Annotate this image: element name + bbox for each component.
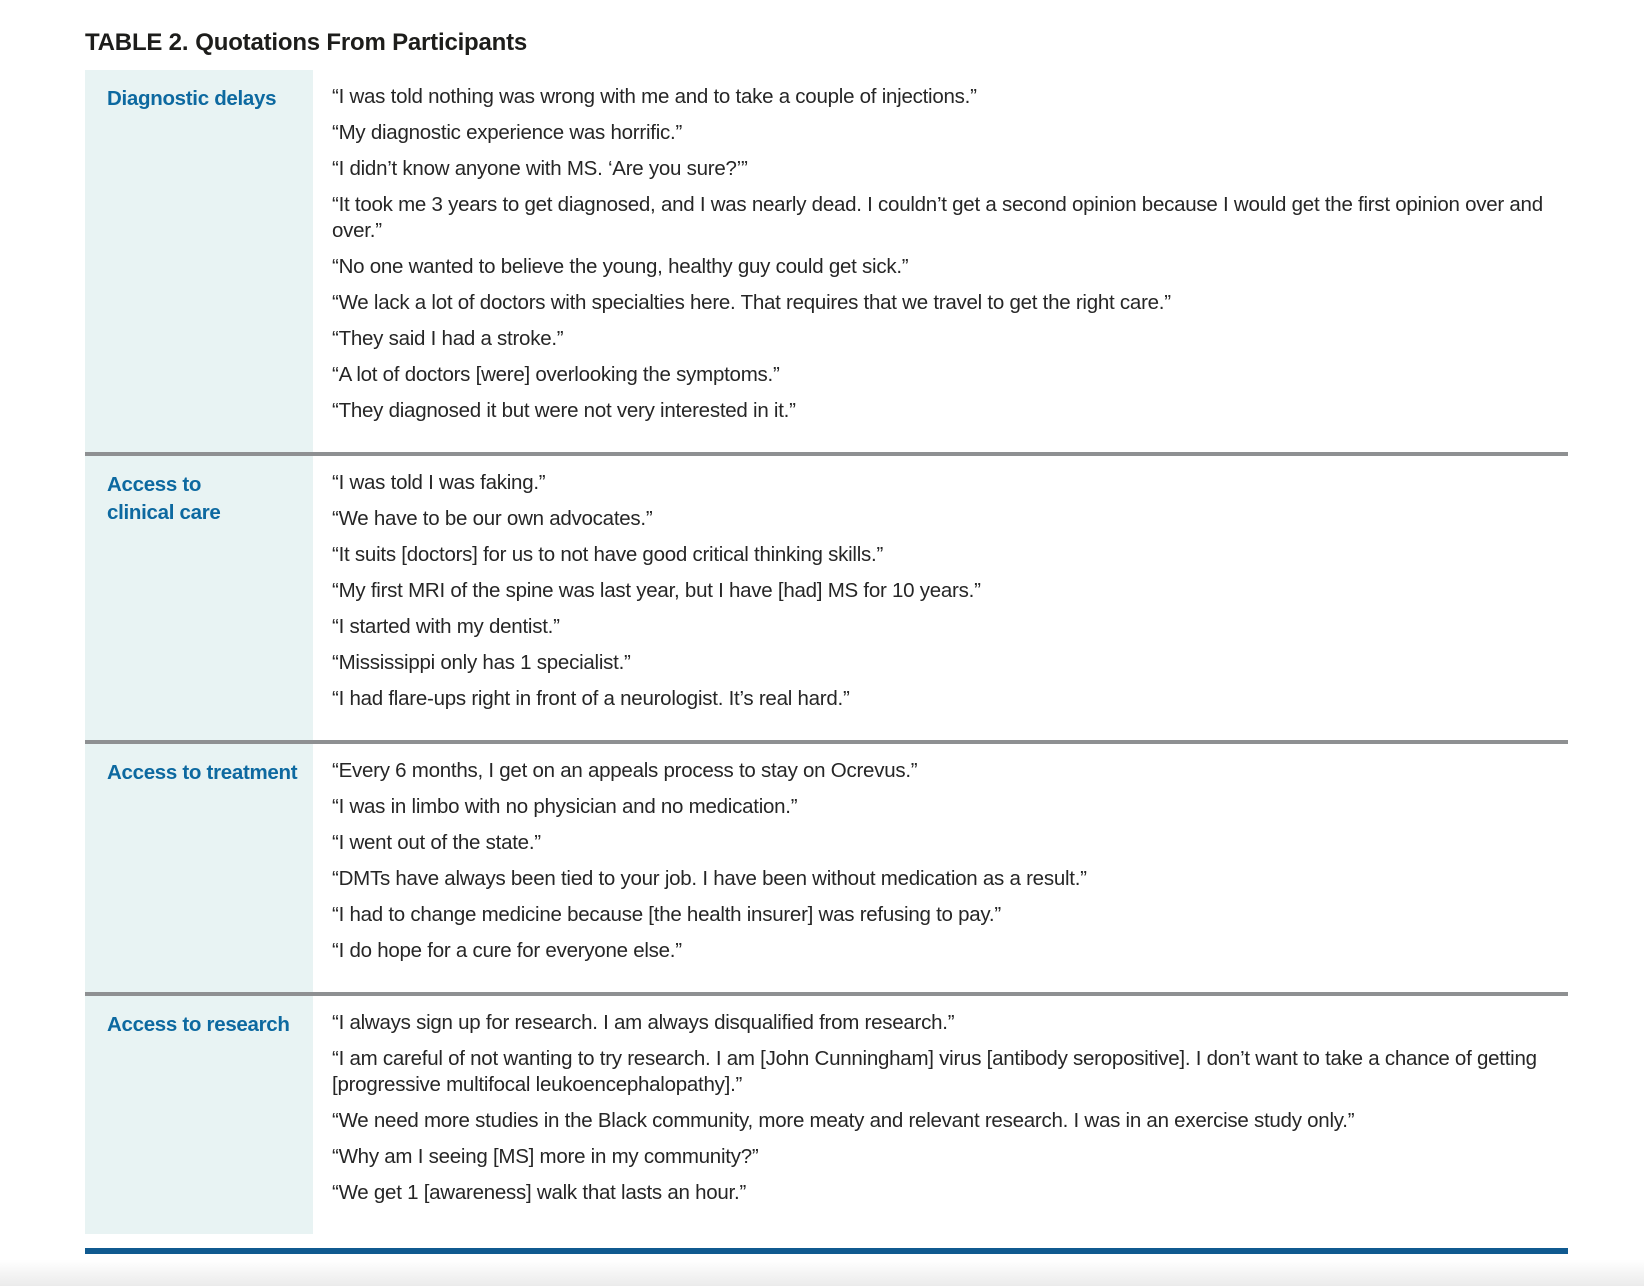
table-section [85, 996, 1568, 1234]
quote-text: “I always sign up for research. I am always disqualified from research.” [332, 1011, 955, 1034]
quote-text: “I didn’t know anyone with MS. ‘Are you sure?’” [332, 157, 748, 180]
quote-text: “We get 1 [awareness] walk that lasts an hour.” [332, 1181, 747, 1204]
category-label: Access to research [107, 1013, 290, 1036]
table-title-text: Quotations From Participants [195, 29, 528, 56]
quotations-table [85, 70, 1568, 1234]
quotes-cell [313, 744, 1568, 992]
table-title-number: TABLE 2. [85, 29, 189, 56]
quote-text: “I had to change medicine because [the health insurer] was refusing to pay.” [332, 903, 1001, 926]
quote-text: “They diagnosed it but were not very interested in it.” [332, 399, 796, 422]
quote-text: “I had flare-ups right in front of a neurologist. It’s real hard.” [332, 687, 850, 710]
quote-text: “No one wanted to believe the young, healthy guy could get sick.” [332, 255, 909, 278]
category-label: Access to [107, 473, 202, 496]
quote-text: “A lot of doctors [were] overlooking the symptoms.” [332, 363, 780, 386]
quote-text: “DMTs have always been tied to your job. I have been without medication as a result.” [332, 867, 1087, 890]
quote-text: “It took me 3 years to get diagnosed, and I was nearly dead. I couldn’t get a second opinion because I would get the first opinion over and over.” [332, 193, 1543, 242]
category-label: Diagnostic delays [107, 87, 277, 110]
quote-text: “We have to be our own advocates.” [332, 507, 653, 530]
table-section [85, 456, 1568, 740]
table-section [85, 744, 1568, 992]
quotes-cell [313, 456, 1568, 740]
table-title [85, 28, 527, 58]
quote-text: “Mississippi only has 1 specialist.” [332, 651, 631, 674]
table-section [85, 70, 1568, 452]
page-footer-band [0, 1260, 1644, 1286]
quote-text: “I started with my dentist.” [332, 615, 560, 638]
quote-text: “They said I had a stroke.” [332, 327, 564, 350]
quote-text: “My diagnostic experience was horrific.” [332, 121, 683, 144]
quote-text: “Every 6 months, I get on an appeals process to stay on Ocrevus.” [332, 759, 918, 782]
quote-text: “I was in limbo with no physician and no medication.” [332, 795, 798, 818]
category-cell [85, 70, 313, 452]
quotes-cell [313, 70, 1568, 452]
quotes-cell [313, 996, 1568, 1234]
quote-text: “Why am I seeing [MS] more in my community?” [332, 1145, 759, 1168]
quote-text: “We need more studies in the Black community, more meaty and relevant research. I was in an exercise study only.” [332, 1109, 1355, 1132]
category-label: clinical care [107, 501, 221, 524]
quote-text: “I am careful of not wanting to try research. I am [John Cunningham] virus [antibody seropositive]. I don’t want to take a chance of getting [progressive multifocal leukoencephalopathy].” [332, 1047, 1537, 1096]
category-label: Access to treatment [107, 761, 298, 784]
category-cell [85, 744, 313, 992]
quote-text: “I do hope for a cure for everyone else.” [332, 939, 682, 962]
quote-text: “We lack a lot of doctors with specialties here. That requires that we travel to get the right care.” [332, 291, 1171, 314]
quote-text: “I was told nothing was wrong with me and to take a couple of injections.” [332, 85, 977, 108]
table-bottom-rule [85, 1248, 1568, 1254]
quote-text: “It suits [doctors] for us to not have good critical thinking skills.” [332, 543, 884, 566]
category-cell [85, 456, 313, 740]
quote-text: “My first MRI of the spine was last year, but I have [had] MS for 10 years.” [332, 579, 981, 602]
category-cell [85, 996, 313, 1234]
quote-text: “I was told I was faking.” [332, 471, 546, 494]
quote-text: “I went out of the state.” [332, 831, 541, 854]
